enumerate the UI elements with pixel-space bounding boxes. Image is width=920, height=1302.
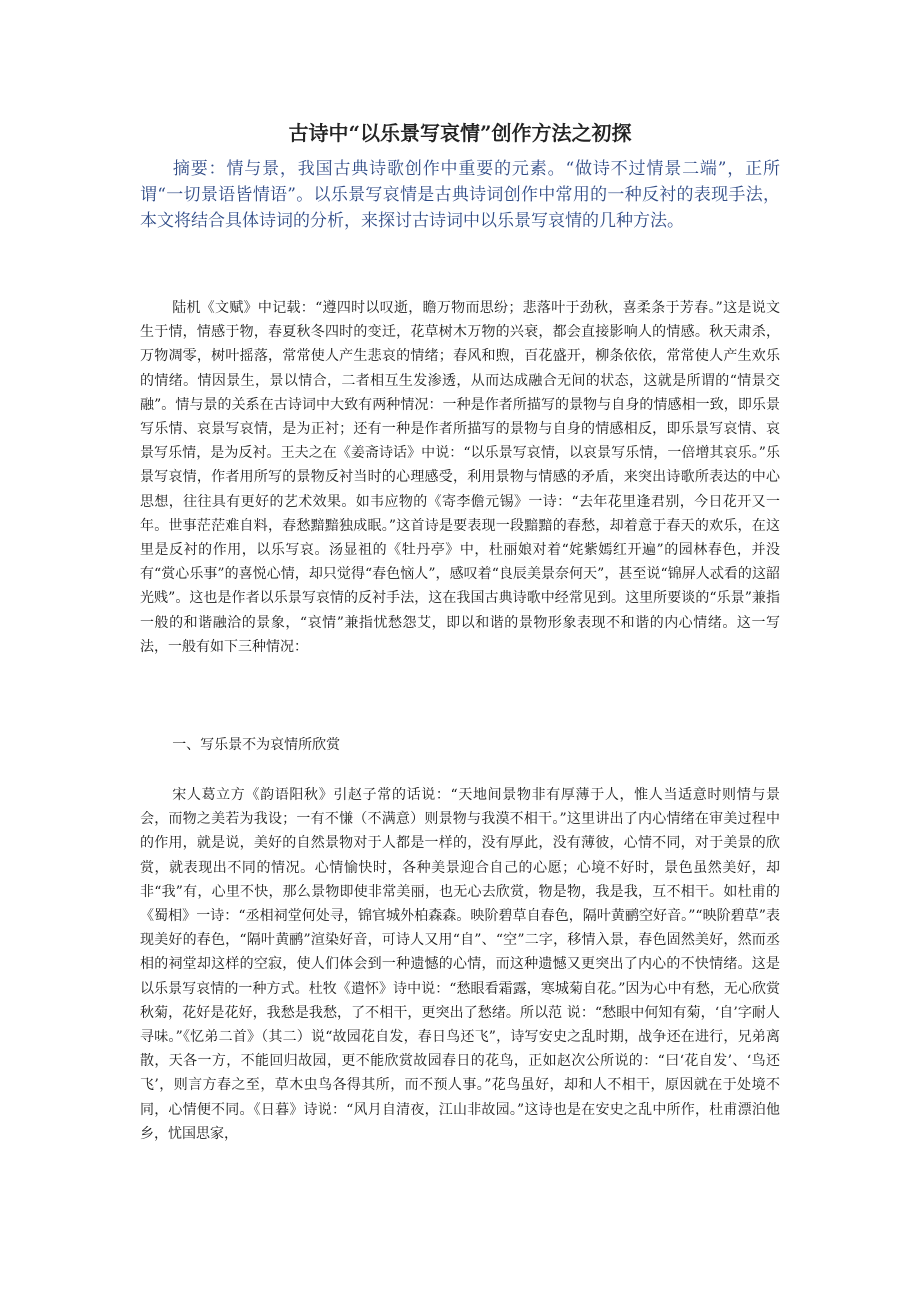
abstract-text: 摘要：情与景，我国古典诗歌创作中重要的元素。“做诗不过情景二端”，正所谓“一切景语皆情语”。以乐景写哀情是古典诗词创作中常用的一种反衬的表现手法，本文将结合具体诗词的分析，来探讨古诗词中以乐景写哀情的几种方法。 bbox=[140, 159, 780, 231]
paragraph-intro bbox=[140, 296, 780, 659]
section-heading bbox=[140, 733, 780, 757]
paragraph-section-one bbox=[140, 783, 780, 1146]
paragraph-text: 陆机《文赋》中记载：“遵四时以叹逝，瞻万物而思纷；悲落叶于劲秋，喜柔条于芳春。”这是说文生于情，情感于物，春夏秋冬四时的变迁，花草树木万物的兴衰，都会直接影响人的情感。秋天肃杀，万物凋零，树叶摇落，常常使人产生悲哀的情绪；春风和煦，百花盛开，柳条依依，常常使人产生欢乐的情绪。情因景生，景以情合，二者相互生发渗透，从而达成融合无间的状态，这就是所谓的“情景交融”。情与景的关系在古诗词中大致有两种情况：一种是作者所描写的景物与自身的情感相一致，即乐景写乐情、哀景写哀情，是为正衬；还有一种是作者所描写的景物与自身的情感相反，即乐景写哀情、哀景写乐情，是为反衬。王夫之在《姜斋诗话》中说：“以乐景写哀情，以哀景写乐情，一倍增其哀乐。”乐景写哀情，作者用所写的景物反衬当时的心理感受，利用景物与情感的矛盾，来突出诗歌所表达的中心思想，往往具有更好的艺术效果。如韦应物的《寄李儋元锡》一诗：“去年花里逢君别，今日花开又一年。世事茫茫难自料，春愁黯黯独成眠。”这首诗是要表现一段黯黯的春愁，却着意于春天的欢乐，在这里是反衬的作用，以乐写哀。汤显祖的《牡丹亭》中，杜丽娘对着“姹紫嫣红开遍”的园林春色，并没有“赏心乐事”的喜悦心情，却只觉得“春色恼人”，感叹着“良辰美景奈何天”，甚至说“锦屏人忒看的这韶光贱”。这也是作者以乐景写哀情的反衬手法，这在我国古典诗歌中经常见到。这里所要谈的“乐景”兼指一般的和谐融洽的景象，“哀情”兼指忧愁怨艾，即以和谐的景物形象表现不和谐的内心情绪。这一写法，一般有如下三种情况： bbox=[140, 300, 780, 655]
document-title: 古诗中“以乐景写哀情”创作方法之初探 bbox=[288, 121, 632, 145]
abstract bbox=[140, 156, 780, 234]
paragraph-text: 宋人葛立方《韵语阳秋》引赵子常的话说：“天地间景物非有厚薄于人，惟人当适意时则情与景会，而物之美若为我设；一有不慊（不满意）则景物与我漠不相干。”这里讲出了内心情绪在审美过程中的作用，就是说，美好的自然景物对于人都是一样的，没有厚此，没有薄彼，心情不同，对于美景的欣赏，就表现出不同的情况。心情愉快时，各种美景迎合自己的心愿；心境不好时，景色虽然美好，却非“我”有，心里不快，那么景物即使非常美丽，也无心去欣赏，物是物，我是我，互不相干。如杜甫的《蜀相》一诗：“丞相祠堂何处寻，锦官城外柏森森。映阶碧草自春色，隔叶黄鹂空好音。”“映阶碧草”表现美好的春色，“隔叶黄鹂”渲染好音，可诗人又用“自”、“空”二字，移情入景，春色固然美好，然而丞相的祠堂却这样的空寂，使人们体会到一种遗憾的心情，而这种遗憾又更突出了内心的不快情绪。这是以乐景写哀情的一种方式。杜牧《遣怀》诗中说：“愁眼看霜露，寒城菊自花。”因为心中有愁，无心欣赏秋菊，花好是花好，我愁是我愁，了不相干，更突出了愁绪。所以范 说：“愁眼中何知有菊，‘自’字耐人寻味。”《忆弟二首》（其二）说“故园花自发，春日鸟还飞”，诗写安史之乱时期，战争还在进行，兄弟离散，天各一方，不能回归故园，更不能欣赏故园春日的花鸟，正如赵次公所说的：“曰‘花自发’、‘鸟还飞’，则言方春之至，草木虫鸟各得其所，而不预人事。”花鸟虽好，却和人不相干，原因就在于处境不同，心情便不同。《日暮》诗说：“风月自清夜，江山非故园。”这诗也是在安史之乱中所作，杜甫漂泊他乡，忧国思家， bbox=[140, 787, 780, 1142]
section-heading-text: 一、写乐景不为哀情所欣赏 bbox=[172, 737, 341, 753]
